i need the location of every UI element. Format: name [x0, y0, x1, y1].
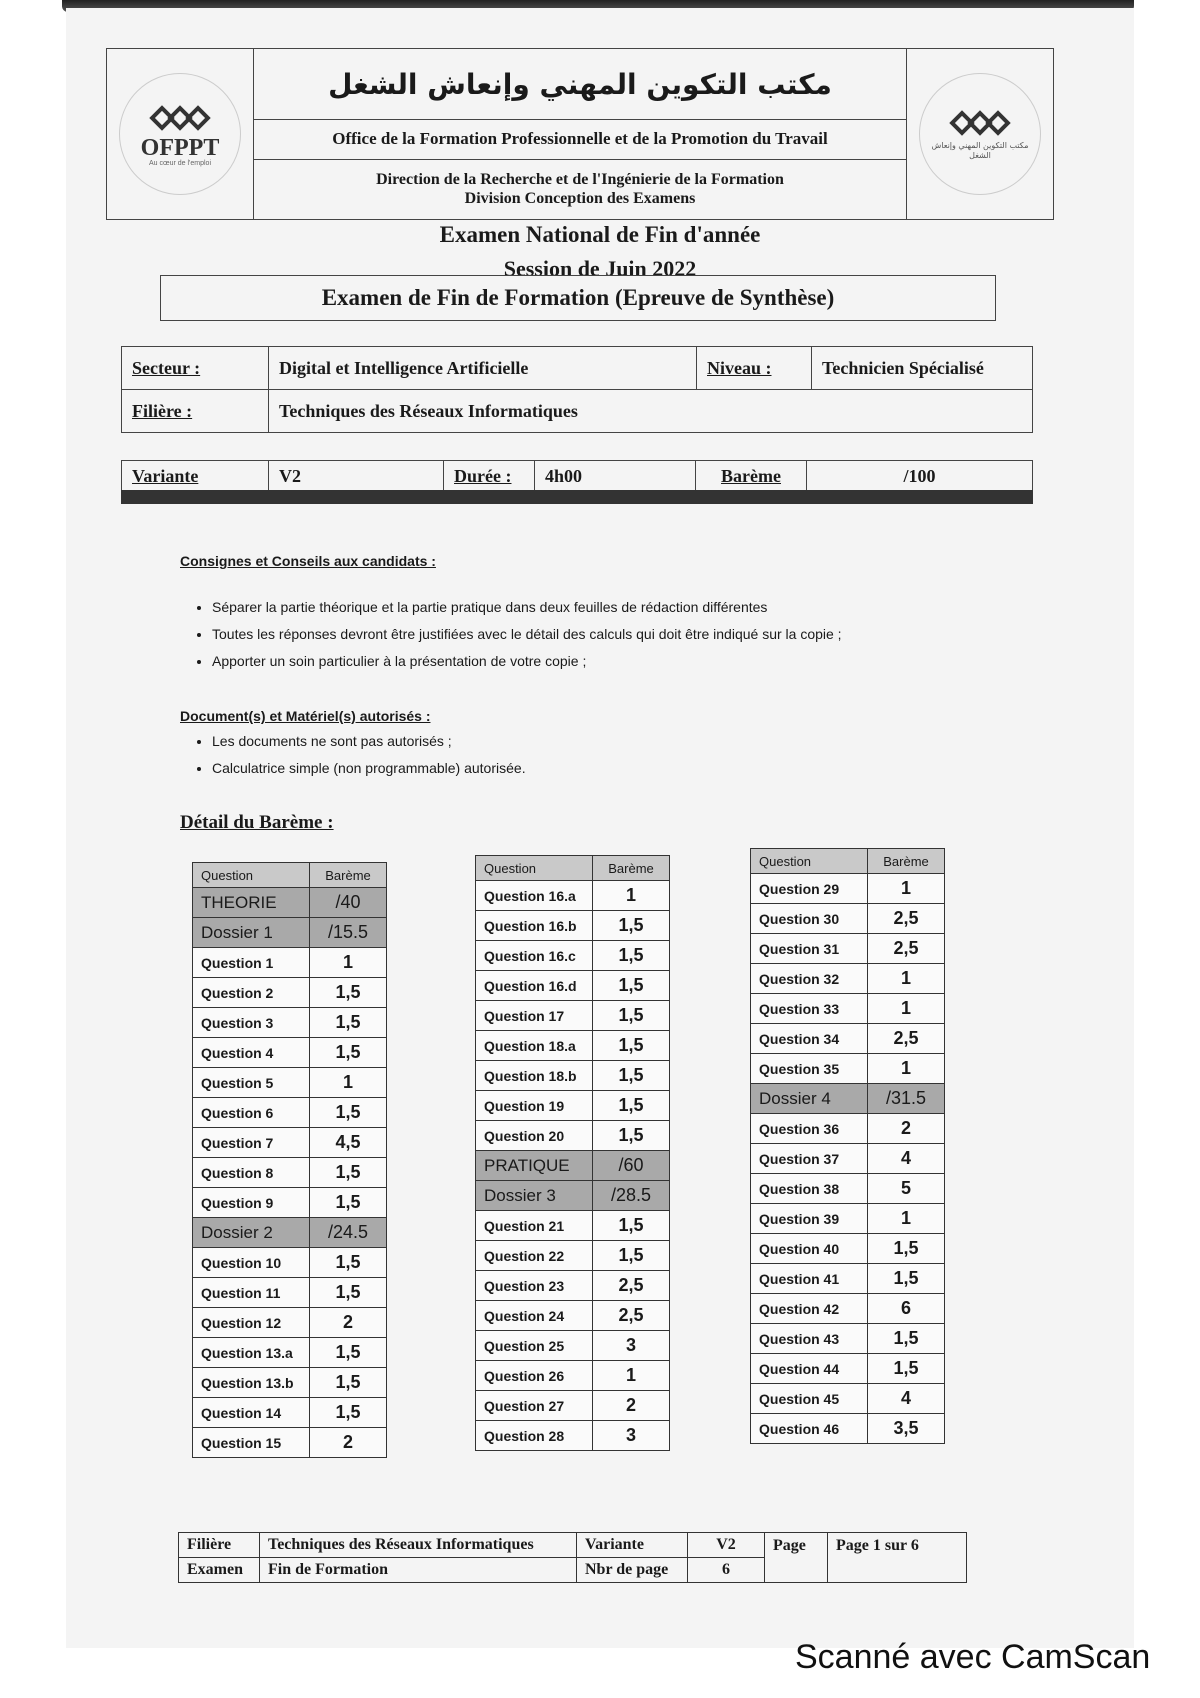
question-cell: Question 44 — [751, 1354, 868, 1384]
table-row — [193, 1368, 387, 1398]
documents-title: Document(s) et Matériel(s) autorisés : — [180, 708, 431, 724]
column-header-bareme: Barème — [593, 856, 670, 881]
column-header-question: Question — [476, 856, 593, 881]
question-cell: Dossier 4 — [751, 1084, 868, 1114]
table-row — [193, 1428, 387, 1458]
points-cell: 1,5 — [868, 1324, 945, 1354]
points-cell: 1,5 — [593, 1211, 670, 1241]
question-cell: Question 13.b — [193, 1368, 310, 1398]
points-cell: 3 — [593, 1331, 670, 1361]
question-cell: Question 36 — [751, 1114, 868, 1144]
question-cell: Question 5 — [193, 1068, 310, 1098]
footer-table — [178, 1532, 967, 1583]
points-cell: 1,5 — [593, 1121, 670, 1151]
table-row — [476, 1241, 670, 1271]
bareme-title: Détail du Barème : — [180, 812, 334, 833]
question-cell: Question 41 — [751, 1264, 868, 1294]
question-cell: Question 42 — [751, 1294, 868, 1324]
points-cell: 2,5 — [868, 1024, 945, 1054]
logo-arabic-text: مكتب التكوين المهني وإنعاش الشغل — [931, 141, 1029, 160]
question-cell: Question 26 — [476, 1361, 593, 1391]
points-cell: 1 — [310, 948, 387, 978]
points-cell: 4 — [868, 1144, 945, 1174]
footer-examen-value: Fin de Formation — [260, 1558, 577, 1583]
points-cell: 4,5 — [310, 1128, 387, 1158]
points-cell: /15.5 — [310, 918, 387, 948]
column-header-bareme: Barème — [310, 863, 387, 888]
table-row — [193, 1038, 387, 1068]
question-cell: Question 20 — [476, 1121, 593, 1151]
points-cell: 1 — [593, 881, 670, 911]
column-header-question: Question — [751, 849, 868, 874]
column-header-question: Question — [193, 863, 310, 888]
points-cell: 1 — [868, 1204, 945, 1234]
document-item: • Calculatrice simple (non programmable) autorisée. — [212, 755, 526, 782]
duree-value: 4h00 — [535, 461, 696, 492]
table-row — [193, 1188, 387, 1218]
table-row — [751, 1234, 945, 1264]
direction-block — [253, 159, 907, 219]
table-row — [476, 1031, 670, 1061]
table-row — [751, 1384, 945, 1414]
question-cell: Question 28 — [476, 1421, 593, 1451]
duree-label: Durée : — [444, 461, 535, 492]
footer-page-value: Page 1 sur 6 — [828, 1533, 967, 1583]
points-cell: 2,5 — [868, 934, 945, 964]
camscanner-watermark: Scanné avec CamScan — [795, 1638, 1151, 1676]
footer-variante-value: V2 — [688, 1533, 765, 1558]
footer-variante-label: Variante — [577, 1533, 688, 1558]
points-cell: 1,5 — [593, 971, 670, 1001]
points-cell: 1,5 — [310, 1188, 387, 1218]
question-cell: Question 19 — [476, 1091, 593, 1121]
section-row — [751, 1084, 945, 1114]
table-row — [751, 1324, 945, 1354]
question-cell: Question 27 — [476, 1391, 593, 1421]
points-cell: 1,5 — [310, 978, 387, 1008]
question-cell: Question 2 — [193, 978, 310, 1008]
points-cell: /24.5 — [310, 1218, 387, 1248]
table-row — [751, 1354, 945, 1384]
table-row — [193, 1248, 387, 1278]
points-cell: 1,5 — [310, 1338, 387, 1368]
table-row — [476, 1301, 670, 1331]
points-cell: 1,5 — [310, 1038, 387, 1068]
points-cell: /60 — [593, 1151, 670, 1181]
question-cell: Question 1 — [193, 948, 310, 978]
question-cell: Question 11 — [193, 1278, 310, 1308]
footer-filiere-label: Filière — [179, 1533, 260, 1558]
table-row — [476, 1421, 670, 1451]
points-cell: 1,5 — [593, 941, 670, 971]
points-cell: 2 — [310, 1428, 387, 1458]
points-cell: 1,5 — [310, 1278, 387, 1308]
question-cell: Dossier 2 — [193, 1218, 310, 1248]
question-cell: Question 38 — [751, 1174, 868, 1204]
points-cell: 2 — [868, 1114, 945, 1144]
table-row — [751, 1294, 945, 1324]
question-cell: Question 35 — [751, 1054, 868, 1084]
points-cell: /31.5 — [868, 1084, 945, 1114]
column-header-bareme: Barème — [868, 849, 945, 874]
footer-page-label: Page — [765, 1533, 828, 1583]
table-row — [751, 1174, 945, 1204]
points-cell: 1,5 — [593, 911, 670, 941]
question-cell: Question 9 — [193, 1188, 310, 1218]
table-row — [476, 881, 670, 911]
question-cell: Question 8 — [193, 1158, 310, 1188]
table-row — [193, 1128, 387, 1158]
question-cell: Question 37 — [751, 1144, 868, 1174]
table-row — [476, 1391, 670, 1421]
question-cell: Question 23 — [476, 1271, 593, 1301]
question-cell: Question 30 — [751, 904, 868, 934]
points-cell: 4 — [868, 1384, 945, 1414]
question-cell: Question 32 — [751, 964, 868, 994]
question-cell: Question 6 — [193, 1098, 310, 1128]
points-cell: 1 — [868, 874, 945, 904]
points-cell: 1 — [868, 1054, 945, 1084]
question-cell: PRATIQUE — [476, 1151, 593, 1181]
table-row — [193, 948, 387, 978]
points-cell: 6 — [868, 1294, 945, 1324]
points-cell: 1,5 — [593, 1091, 670, 1121]
footer-nbr-value: 6 — [688, 1558, 765, 1583]
secteur-value: Digital et Intelligence Artificielle — [269, 347, 697, 390]
question-cell: Question 34 — [751, 1024, 868, 1054]
ofppt-logo — [107, 49, 254, 219]
points-cell: 1 — [593, 1361, 670, 1391]
table-row — [476, 1001, 670, 1031]
exam-title: Examen National de Fin d'année — [439, 222, 761, 247]
filiere-value: Techniques des Réseaux Informatiques — [269, 390, 1033, 433]
filiere-label: Filière : — [122, 390, 269, 433]
table-header-row — [193, 863, 387, 888]
question-cell: Question 31 — [751, 934, 868, 964]
question-cell: Question 21 — [476, 1211, 593, 1241]
question-cell: Question 3 — [193, 1008, 310, 1038]
table-row — [193, 1098, 387, 1128]
direction-line: Direction de la Recherche et de l'Ingénierie de la Formation — [376, 170, 784, 188]
question-cell: Question 22 — [476, 1241, 593, 1271]
question-cell: Question 16.b — [476, 911, 593, 941]
question-cell: Question 17 — [476, 1001, 593, 1031]
question-cell: Question 7 — [193, 1128, 310, 1158]
bareme-table-3 — [750, 848, 945, 1444]
question-cell: Question 46 — [751, 1414, 868, 1444]
table-row — [751, 994, 945, 1024]
arabic-title: مكتب التكوين المهني وإنعاش الشغل — [253, 49, 907, 120]
section-row — [476, 1181, 670, 1211]
points-cell: 1,5 — [593, 1241, 670, 1271]
points-cell: 2,5 — [868, 904, 945, 934]
points-cell: /40 — [310, 888, 387, 918]
question-cell: Question 29 — [751, 874, 868, 904]
document-item: • Les documents ne sont pas autorisés ; — [212, 728, 526, 755]
table-row — [193, 1158, 387, 1188]
points-cell: 2,5 — [593, 1301, 670, 1331]
header-box — [106, 48, 1054, 220]
bareme-value: /100 — [807, 461, 1033, 492]
points-cell: 1,5 — [593, 1001, 670, 1031]
table-row — [193, 1278, 387, 1308]
table-row — [193, 978, 387, 1008]
secteur-label: Secteur : — [122, 347, 269, 390]
question-cell: Question 33 — [751, 994, 868, 1024]
consigne-item: • Séparer la partie théorique et la partie pratique dans deux feuilles de rédaction différentes — [212, 594, 842, 621]
question-cell: Question 16.a — [476, 881, 593, 911]
points-cell: 1,5 — [310, 1158, 387, 1188]
documents-list — [180, 728, 526, 782]
points-cell: 1 — [868, 964, 945, 994]
table-row — [751, 1114, 945, 1144]
section-row — [193, 888, 387, 918]
bareme-label: Barème — [696, 461, 807, 492]
section-row — [193, 1218, 387, 1248]
exam-session: Session de Juin 2022 — [503, 256, 697, 281]
footer-filiere-value: Techniques des Réseaux Informatiques — [260, 1533, 577, 1558]
question-cell: Dossier 3 — [476, 1181, 593, 1211]
table-row — [193, 1398, 387, 1428]
table-row — [751, 904, 945, 934]
variante-value: V2 — [269, 461, 444, 492]
question-cell: Question 16.d — [476, 971, 593, 1001]
points-cell: 3,5 — [868, 1414, 945, 1444]
table-row — [193, 1338, 387, 1368]
niveau-value: Technicien Spécialisé — [812, 347, 1033, 390]
logo-tagline: Au cœur de l'emploi — [148, 159, 212, 167]
footer-nbr-label: Nbr de page — [577, 1558, 688, 1583]
points-cell: 1,5 — [868, 1264, 945, 1294]
table-row — [751, 1144, 945, 1174]
question-cell: Question 13.a — [193, 1338, 310, 1368]
question-cell: Question 10 — [193, 1248, 310, 1278]
consignes-title: Consignes et Conseils aux candidats : — [180, 553, 436, 569]
office-name: Office de la Formation Professionnelle et de la Promotion du Travail — [253, 119, 907, 160]
points-cell: 1,5 — [593, 1031, 670, 1061]
consigne-item: • Toutes les réponses devront être justifiées avec le détail des calculs qui doit être indiqué sur la copie ; — [212, 621, 842, 648]
table-row — [476, 1091, 670, 1121]
points-cell: 2 — [310, 1308, 387, 1338]
points-cell: 1 — [868, 994, 945, 1024]
question-cell: THEORIE — [193, 888, 310, 918]
table-row — [751, 1414, 945, 1444]
table-row — [751, 1054, 945, 1084]
table-row — [476, 1271, 670, 1301]
variante-label: Variante — [122, 461, 269, 492]
ofppt-emblem-icon — [949, 107, 1011, 141]
points-cell: 1,5 — [310, 1008, 387, 1038]
points-cell: 2,5 — [593, 1271, 670, 1301]
points-cell: 1 — [310, 1068, 387, 1098]
points-cell: 3 — [593, 1421, 670, 1451]
table-row — [476, 1361, 670, 1391]
table-row — [751, 874, 945, 904]
question-cell: Question 18.b — [476, 1061, 593, 1091]
points-cell: 1,5 — [310, 1248, 387, 1278]
table-row — [751, 964, 945, 994]
ofppt-logo-right — [906, 49, 1053, 219]
points-cell: 5 — [868, 1174, 945, 1204]
points-cell: 1,5 — [310, 1098, 387, 1128]
question-cell: Question 24 — [476, 1301, 593, 1331]
division-line: Division Conception des Examens — [464, 190, 696, 207]
table-row — [193, 1008, 387, 1038]
table-row — [476, 911, 670, 941]
question-cell: Question 45 — [751, 1384, 868, 1414]
points-cell: 1,5 — [868, 1234, 945, 1264]
table-row — [751, 1264, 945, 1294]
table-row — [476, 971, 670, 1001]
exam-type: Examen de Fin de Formation (Epreuve de Synthèse) — [160, 275, 996, 321]
table-row — [476, 1061, 670, 1091]
consigne-item: • Apporter un soin particulier à la présentation de votre copie ; — [212, 648, 842, 675]
section-row — [193, 918, 387, 948]
consignes-list — [180, 594, 842, 675]
points-cell: 1,5 — [868, 1354, 945, 1384]
question-cell: Question 12 — [193, 1308, 310, 1338]
footer-examen-label: Examen — [179, 1558, 260, 1583]
points-cell: 2 — [593, 1391, 670, 1421]
table-header-row — [476, 856, 670, 881]
info-table — [121, 346, 1033, 433]
variante-table — [121, 460, 1033, 492]
bareme-table-1 — [192, 862, 387, 1458]
points-cell: 1,5 — [310, 1398, 387, 1428]
logo-wordmark: OFPPT — [140, 134, 220, 161]
ofppt-emblem-icon — [149, 102, 211, 136]
question-cell: Question 16.c — [476, 941, 593, 971]
table-row — [476, 1211, 670, 1241]
question-cell: Question 43 — [751, 1324, 868, 1354]
points-cell: 1,5 — [593, 1061, 670, 1091]
niveau-label: Niveau : — [697, 347, 812, 390]
table-row — [751, 1024, 945, 1054]
table-header-row — [751, 849, 945, 874]
table-row — [751, 934, 945, 964]
points-cell: /28.5 — [593, 1181, 670, 1211]
table-row — [193, 1308, 387, 1338]
table-row — [193, 1068, 387, 1098]
table-row — [476, 1121, 670, 1151]
separator-bar — [121, 490, 1033, 504]
question-cell: Question 25 — [476, 1331, 593, 1361]
table-row — [476, 941, 670, 971]
table-row — [476, 1331, 670, 1361]
question-cell: Question 40 — [751, 1234, 868, 1264]
question-cell: Question 4 — [193, 1038, 310, 1068]
question-cell: Question 18.a — [476, 1031, 593, 1061]
section-row — [476, 1151, 670, 1181]
bareme-table-2 — [475, 855, 670, 1451]
question-cell: Question 15 — [193, 1428, 310, 1458]
question-cell: Question 39 — [751, 1204, 868, 1234]
question-cell: Dossier 1 — [193, 918, 310, 948]
question-cell: Question 14 — [193, 1398, 310, 1428]
points-cell: 1,5 — [310, 1368, 387, 1398]
table-row — [751, 1204, 945, 1234]
